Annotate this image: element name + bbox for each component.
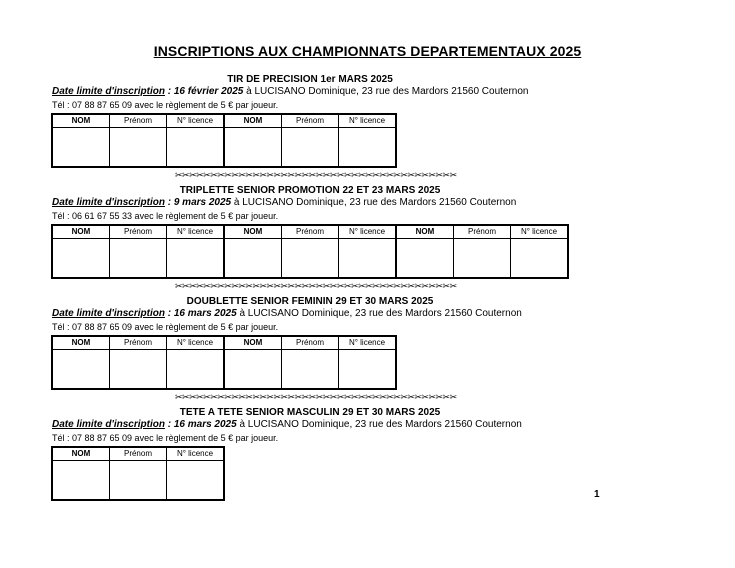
- entry-cell[interactable]: [52, 350, 110, 390]
- deadline-address: à LUCISANO Dominique, 23 rue des Mardors 21560 Couternon: [236, 419, 522, 430]
- col-nom: NOM: [52, 336, 110, 350]
- entry-cell[interactable]: [511, 239, 569, 279]
- entry-cell[interactable]: [52, 461, 110, 501]
- entry-cell[interactable]: [110, 128, 167, 168]
- scissors-divider: ✂✂✂✂✂✂✂✂✂✂✂✂✂✂✂✂✂✂✂✂✂✂✂✂✂✂✂✂✂✂✂✂✂✂✂✂✂✂✂✂: [175, 170, 457, 180]
- entry-cell[interactable]: [224, 350, 282, 390]
- col-licence: N° licence: [339, 114, 397, 128]
- scissors-divider: ✂✂✂✂✂✂✂✂✂✂✂✂✂✂✂✂✂✂✂✂✂✂✂✂✂✂✂✂✂✂✂✂✂✂✂✂✂✂✂✂: [175, 281, 457, 291]
- col-nom: NOM: [396, 225, 454, 239]
- entry-cell[interactable]: [167, 128, 225, 168]
- section-title-triplette: TRIPLETTE SENIOR PROMOTION 22 ET 23 MARS 2025: [179, 185, 441, 196]
- deadline-label: Date limite d'inscription: [52, 308, 165, 319]
- entry-cell[interactable]: [167, 350, 225, 390]
- col-licence: N° licence: [339, 336, 397, 350]
- col-licence: N° licence: [339, 225, 397, 239]
- registration-table: [51, 224, 569, 279]
- deadline-line: [52, 308, 522, 319]
- col-prenom: Prénom: [282, 225, 339, 239]
- entry-cell[interactable]: [454, 239, 511, 279]
- col-prenom: Prénom: [110, 336, 167, 350]
- col-nom: NOM: [224, 114, 282, 128]
- page-title: INSCRIPTIONS AUX CHAMPIONNATS DEPARTEMENTAUX 2025: [153, 43, 582, 59]
- section-title-tir-precision: TIR DE PRECISION 1er MARS 2025: [227, 74, 393, 85]
- registration-table: [51, 113, 397, 168]
- tel-line: Tél : 07 88 87 65 09 avec le règlement de 5 € par joueur.: [52, 322, 279, 332]
- col-prenom: Prénom: [454, 225, 511, 239]
- registration-table: [51, 335, 397, 390]
- col-licence: N° licence: [167, 114, 225, 128]
- scissors-divider: ✂✂✂✂✂✂✂✂✂✂✂✂✂✂✂✂✂✂✂✂✂✂✂✂✂✂✂✂✂✂✂✂✂✂✂✂✂✂✂✂: [175, 392, 457, 402]
- entry-cell[interactable]: [110, 350, 167, 390]
- entry-cell[interactable]: [339, 350, 397, 390]
- deadline-address: à LUCISANO Dominique, 23 rue des Mardors 21560 Couternon: [243, 86, 529, 97]
- col-nom: NOM: [224, 225, 282, 239]
- section-title-doublette: DOUBLETTE SENIOR FEMININ 29 ET 30 MARS 2025: [186, 296, 434, 307]
- col-nom: NOM: [52, 447, 110, 461]
- deadline-line: [52, 86, 529, 97]
- entry-cell[interactable]: [110, 461, 167, 501]
- entry-cell[interactable]: [339, 239, 397, 279]
- deadline-label: Date limite d'inscription: [52, 419, 165, 430]
- col-licence: N° licence: [167, 336, 225, 350]
- entry-cell[interactable]: [282, 239, 339, 279]
- deadline-line: [52, 419, 522, 430]
- entry-cell[interactable]: [282, 350, 339, 390]
- entry-cell[interactable]: [339, 128, 397, 168]
- col-licence: N° licence: [167, 225, 225, 239]
- tel-line: Tél : 06 61 67 55 33 avec le règlement de 5 € par joueur.: [52, 211, 279, 221]
- entry-cell[interactable]: [52, 239, 110, 279]
- col-prenom: Prénom: [110, 447, 167, 461]
- deadline-date: : 9 mars 2025: [164, 197, 232, 208]
- section-title-tete-a-tete: TETE A TETE SENIOR MASCULIN 29 ET 30 MARS 2025: [179, 407, 441, 418]
- col-prenom: Prénom: [282, 336, 339, 350]
- page-number: 1: [594, 489, 600, 500]
- deadline-date: : 16 mars 2025: [164, 308, 237, 319]
- entry-cell[interactable]: [167, 239, 225, 279]
- col-prenom: Prénom: [110, 225, 167, 239]
- registration-table: [51, 446, 225, 501]
- deadline-address: à LUCISANO Dominique, 23 rue des Mardors 21560 Couternon: [236, 308, 522, 319]
- deadline-label: Date limite d'inscription: [52, 86, 165, 97]
- tel-line: Tél : 07 88 87 65 09 avec le règlement de 5 € par joueur.: [52, 433, 279, 443]
- deadline-label: Date limite d'inscription: [52, 197, 165, 208]
- col-licence: N° licence: [511, 225, 569, 239]
- entry-cell[interactable]: [396, 239, 454, 279]
- entry-cell[interactable]: [110, 239, 167, 279]
- tel-line: Tél : 07 88 87 65 09 avec le règlement de 5 € par joueur.: [52, 100, 279, 110]
- entry-cell[interactable]: [224, 239, 282, 279]
- entry-cell[interactable]: [167, 461, 225, 501]
- col-prenom: Prénom: [282, 114, 339, 128]
- entry-cell[interactable]: [224, 128, 282, 168]
- col-nom: NOM: [224, 336, 282, 350]
- col-nom: NOM: [52, 114, 110, 128]
- deadline-address: à LUCISANO Dominique, 23 rue des Mardors 21560 Couternon: [231, 197, 517, 208]
- col-prenom: Prénom: [110, 114, 167, 128]
- col-nom: NOM: [52, 225, 110, 239]
- deadline-date: : 16 mars 2025: [164, 419, 237, 430]
- deadline-date: : 16 février 2025: [164, 86, 244, 97]
- deadline-line: [52, 197, 516, 208]
- col-licence: N° licence: [167, 447, 225, 461]
- entry-cell[interactable]: [52, 128, 110, 168]
- entry-cell[interactable]: [282, 128, 339, 168]
